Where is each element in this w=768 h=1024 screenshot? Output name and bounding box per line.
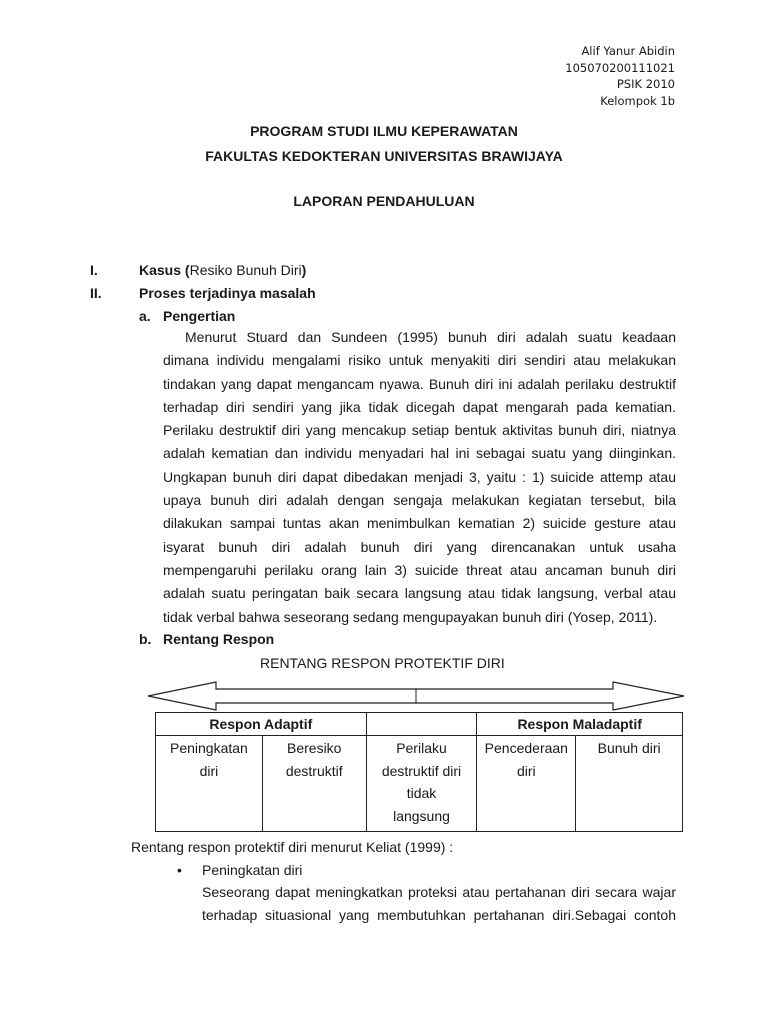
double-arrow-icon xyxy=(145,679,690,713)
paragraph-line: terhadap diri sendiri yang jika tidak dicegah dapat mengarah pada kematian. xyxy=(163,398,676,415)
paragraph-line: terhadap situasional yang membutuhkan pertahanan diri.Sebagai contoh xyxy=(202,907,676,924)
diagram-title: RENTANG RESPON PROTEKTIF DIRI xyxy=(260,655,505,671)
heading-faculty: FAKULTAS KEDOKTERAN UNIVERSITAS BRAWIJAYA xyxy=(205,148,563,164)
bullet-icon: • xyxy=(177,862,182,878)
section1-label: Kasus ( xyxy=(139,262,190,278)
cell-self-injury xyxy=(477,736,576,832)
paragraph-line: tidak verbal bahwa seseorang sedang mengupayakan bunuh diri (Yosep, 2011). xyxy=(163,608,658,625)
paragraph-line: isyarat bunuh diri adalah bunuh diri yang direncanakan untuk usaha xyxy=(163,538,676,555)
author-group: Kelompok 1b xyxy=(600,93,675,108)
cell-line: Beresiko xyxy=(287,740,342,756)
cell-line: tidak xyxy=(406,785,437,801)
paragraph-line: adalah suatu peringatan baik secara langsung atau tidak langsung, verbal atau xyxy=(163,585,676,602)
sub-a-title: Pengertian xyxy=(163,308,236,324)
section2-title: Proses terjadinya masalah xyxy=(139,285,316,301)
cell-line: Pencederaan xyxy=(484,740,568,756)
paragraph-line: adalah kematian dan individu menyadari hal ini sebagai suatu yang diinginkan. xyxy=(163,445,676,462)
section1-value: Resiko Bunuh Diri xyxy=(189,262,302,278)
section1-close: ) xyxy=(301,262,307,278)
cell-line: langsung xyxy=(393,807,450,824)
bullet-label: Peningkatan diri xyxy=(202,862,303,878)
paragraph-line: Menurut Stuard dan Sundeen (1995) bunuh diri adalah suatu keadaan xyxy=(185,329,676,345)
author-nim: 105070200111021 xyxy=(565,60,675,75)
bullet-paragraph xyxy=(202,881,676,928)
sub-a-number: a. xyxy=(139,308,151,324)
cell-line: Peningkatan xyxy=(170,740,248,756)
keliat-intro: Rentang respon protektif diri menurut Keliat (1999) : xyxy=(131,839,454,855)
sub-b-number: b. xyxy=(139,631,152,647)
sub-b-title: Rentang Respon xyxy=(163,631,275,647)
cell-line: destruktif xyxy=(285,762,343,779)
paragraph-line: Seseorang dapat meningkatkan proteksi atau pertahanan diri secara wajar xyxy=(202,884,676,900)
cell-line: Perilaku xyxy=(396,740,447,756)
paragraph-line: dilakukan sampai tuntas akan menimbulkan kematian 2) suicide gesture atau xyxy=(163,515,676,532)
cell-line: diri xyxy=(199,762,219,779)
paragraph-line: Ungkapan bunuh diri dapat dibedakan menjadi 3, yaitu : 1) suicide attemp atau xyxy=(163,468,676,485)
paragraph-line: upaya bunuh diri adalah dengan sengaja melakukan kegiatan tersebut, bila xyxy=(163,492,676,509)
paragraph-line: mempengaruhi perilaku orang lain 3) suicide threat atau ancaman bunuh diri xyxy=(163,561,676,578)
heading-report: LAPORAN PENDAHULUAN xyxy=(293,193,475,209)
header-maladaptive-response: Respon Maladaptif xyxy=(477,713,683,736)
cell-risky-destructive xyxy=(262,736,366,832)
cell-line: destruktif diri xyxy=(381,762,462,779)
cell-self-enhancement xyxy=(156,736,263,832)
cell-suicide xyxy=(576,736,683,832)
section1-number: I. xyxy=(90,262,98,278)
cell-line: diri xyxy=(516,762,536,779)
author-block xyxy=(565,43,675,109)
author-program: PSIK 2010 xyxy=(616,77,675,91)
section1-title xyxy=(139,262,306,278)
author-name: Alif Yanur Abidin xyxy=(581,44,675,58)
paragraph-line: Perilaku destruktif diri yang mencakup setiap bentuk aktivitas bunuh diri, niatnya xyxy=(163,422,676,439)
header-adaptive-response: Respon Adaptif xyxy=(156,713,367,736)
header-empty xyxy=(366,713,477,736)
heading-program: PROGRAM STUDI ILMU KEPERAWATAN xyxy=(250,123,518,139)
section2-number: II. xyxy=(90,285,102,301)
paragraph-line: tindakan yang dapat mengancam nyawa. Bunuh diri ini adalah perilaku destruktif xyxy=(163,375,676,392)
cell-indirect-self-destructive xyxy=(366,736,477,832)
paragraph-line: dimana individu mengalami risiko untuk menyakiti diri sendiri atau melakukan xyxy=(163,352,676,369)
cell-line: Bunuh diri xyxy=(597,740,661,756)
response-range-table xyxy=(155,712,683,832)
definition-paragraph xyxy=(163,326,676,629)
